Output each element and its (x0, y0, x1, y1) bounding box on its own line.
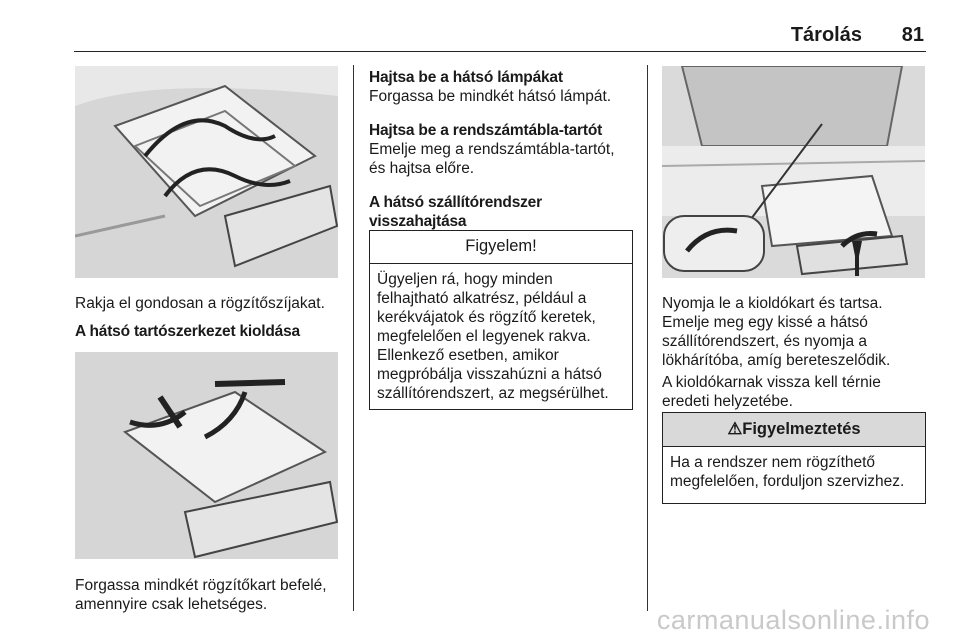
warning-header (663, 413, 925, 447)
column-divider-left (353, 65, 354, 611)
text-fold-plate-holder: Emelje meg a rendszámtábla-tartót, és hajtsa előre. (369, 141, 615, 177)
release-lever-push-illustration (662, 66, 925, 278)
notice-title: Figyelem! (370, 231, 632, 264)
section-title: Tárolás (790, 24, 862, 46)
caption-levers: Forgassa mindkét rögzítőkart befelé, amennyire csak lehetséges. (75, 577, 327, 613)
heading-fold-lamps: Hajtsa be a hátsó lámpákat (369, 69, 563, 86)
warning-box (662, 412, 926, 504)
warning-title: Figyelmeztetés (742, 420, 861, 438)
watermark: carmanualsonline.info (656, 605, 930, 635)
page-number: 81 (901, 24, 924, 46)
column-divider-right (647, 65, 648, 611)
warning-icon: ⚠ (727, 420, 743, 438)
heading-retract-carrier: A hátsó szállítórendszer visszahajtása (369, 194, 542, 230)
notice-box (369, 230, 633, 410)
notice-body: Ügyeljen rá, hogy minden felhajtható alkatrész, például a kerékvájatok és rögzítő keretek, megfelelően el legyenek rakva. Ellenkező esetben, amikor megpróbálja visszahúzni a hátsó szállítórendszert, az megsérülhet. (377, 271, 609, 402)
header-rule (74, 51, 926, 53)
warning-body: Ha a rendszer nem rögzíthető megfelelően, forduljon szervizhez. (670, 454, 905, 490)
heading-release-carrier: A hátsó tartószerkezet kioldása (75, 323, 300, 340)
text-lever-return: A kioldókarnak vissza kell térnie eredeti helyzetébe. (662, 374, 881, 410)
heading-fold-plate-holder: Hajtsa be a rendszámtábla-tartót (369, 122, 603, 139)
strap-stowage-illustration (75, 66, 338, 278)
text-fold-lamps: Forgassa be mindkét hátsó lámpát. (369, 88, 612, 105)
release-levers-illustration (75, 352, 338, 559)
caption-straps: Rakja el gondosan a rögzítőszíjakat. (75, 295, 325, 312)
text-push-lever: Nyomja le a kioldókart és tartsa. Emelje meg egy kissé a hátsó szállítórendszert, és nyomja a lökhárítóba, amíg bereteszelődik. (662, 295, 891, 369)
page-header (74, 22, 926, 52)
